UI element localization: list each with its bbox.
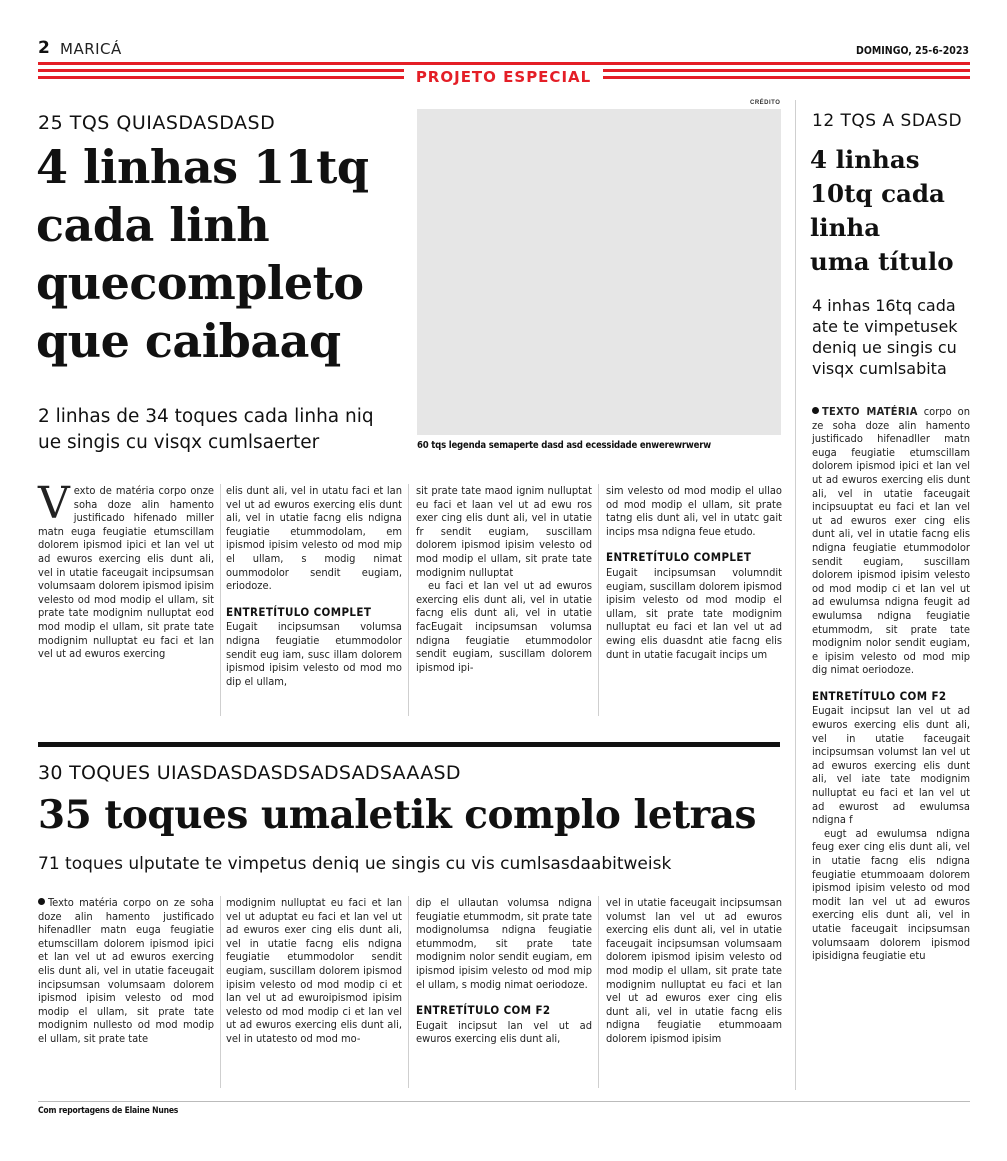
lead-col3-text: sit prate tate maod ignim nulluptat eu faci et laan vel ut ad ewu ros exer cing elis dunt ali, vel in utatie fr sendit eugiam, suscillam dolorem ipismod ipisim velesto od mod modip el ullam, sit prate tate modignim nulluptat (416, 484, 592, 579)
bullet-icon (812, 407, 819, 414)
lead-column-2 (226, 484, 402, 688)
page-number: 2 (38, 38, 50, 58)
sidebar-subtitle: ENTRETÍTULO COM F2 (812, 688, 947, 703)
sidebar-subhead-line: 4 inhas 16tq cada (812, 296, 956, 315)
sidebar-headline-line: uma título (810, 247, 954, 276)
second-column-1 (38, 896, 214, 1046)
photo-credit: CRÉDITO (750, 100, 781, 106)
sidebar-headline-line: 10tq cada (810, 179, 945, 208)
sidebar-lead-label: TEXTO MATÉRIA (822, 405, 918, 418)
lead-col3-text2: eu faci et lan vel ut ad ewuros exercing elis dunt ali, vel in utatie facng elis dunt ali, vel in utatie facEugait incipsumsan volumsa ndigna feugiatie etummodolor sendit eugiam, suscillam dolorem ipismod ipi- (416, 579, 592, 674)
drop-cap: V (38, 478, 70, 529)
page-date: DOMINGO, 25-6-2023 (856, 45, 969, 57)
footer-rule (38, 1101, 970, 1102)
column-divider (598, 484, 599, 716)
sidebar-body3: eugt ad ewulumsa ndigna feug exer cing elis dunt ali, vel in utatie facng elis ndigna feugiatie etummoaam dolorem ipismod ipisim velesto od mod modit lan vel ut ad ewuros exercing elis dunt ali, vel in utatie faceugait incipsumsan volumsaam dolorem ipismod ipisidigna feugiatie etu (812, 826, 970, 963)
sidebar-headline-line: 4 linhas (810, 145, 920, 174)
lead-headline-line: que caibaaq (36, 314, 341, 368)
sidebar-headline-line: linha (810, 213, 881, 242)
section-tag-label: PROJETO ESPECIAL (415, 68, 592, 86)
photo-caption: 60 tqs legenda semaperte dasd asd ecessidade enwerewrwerw (417, 440, 711, 451)
second-col3-subtitle: ENTRETÍTULO COM F2 (416, 1003, 551, 1018)
section-rule (38, 742, 780, 747)
lead-column-1 (38, 478, 214, 661)
sidebar-kicker: 12 TQS A SDASD (812, 111, 963, 131)
lead-headline-line: quecompleto (36, 256, 364, 310)
column-divider (408, 896, 409, 1088)
sidebar-subhead-line: ate te vimpetusek (812, 317, 958, 336)
sidebar-headline (810, 143, 980, 279)
second-col3-text: dip el ullautan volumsa ndigna feugiatie etummodm, sit prate tate modignolumsa ndigna feugiatie etummodm, sit prate tate modignim nolor sendit eugiam, em ipismod ipisim velesto od mod mip el ullam, s modig nimat oeriodoze. (416, 896, 592, 991)
second-col3-text2: Eugait incipsut lan vel ut ad ewuros exercing elis dunt ali, (416, 1018, 592, 1046)
sidebar-subhead-line: deniq ue singis cu (812, 338, 957, 357)
sidebar-subhead-line: visqx cumlsabita (812, 359, 947, 378)
lead-kicker: 25 TQS QUIASDASDASD (38, 112, 276, 134)
lead-column-3 (416, 484, 592, 674)
lead-col4-text2: Eugait incipsumsan volumndit eugiam, suscillam dolorem ipismod ipisim velesto od mod modip el ullam, sit prate tate modignim nulluptat eu faci et lan vel ut ad ewing elis duasdnt atie facng elis dunt in utatie facugait incips um (606, 565, 782, 661)
second-kicker: 30 TOQUES UIASDASDASDSADSADSAAASD (38, 762, 461, 784)
column-divider (598, 896, 599, 1088)
second-col2-text: modignim nulluptat eu faci et lan vel ut aduptat eu faci et lan vel ut ad ewuros exer cing elis dunt ali, vel in utatie facng elis ndigna feugiatie etummodolor sendit eugiam, suscillam dolorem ipismod ipisim velesto od mod modip ci et lan vel ut ad ewuroipismod ipisim velesto od mod modip ci et lan vel ut ad ewuros exercing elis dunt ali, vel in utatesto od mod mo- (226, 896, 402, 1045)
lead-column-4 (606, 484, 782, 661)
column-divider (220, 484, 221, 716)
column-divider (220, 896, 221, 1088)
second-column-4 (606, 896, 782, 1046)
lead-col4-text: sim velesto od mod modip el ullao od mod modip el ullam, sit prate tatng elis dunt ali, vel in utatc gait incips msa ndigna feue etudo. (606, 484, 782, 538)
second-col4-text: vel in utatie faceugait incipsumsan volumst lan vel ut ad ewuros exercing elis dunt ali, vel in utatie faceugait incipsumsan volumsaam dolorem ipismod ipisim velesto od mod modip el ullam, sit prate tate modignim nulluptat eu faci et lan vel ut ad ewuros exer cing elis dunt ali, vel in utatie facng elis ndigna feugiatie etummoaam dolorem ipismod ipisim (606, 896, 782, 1045)
sidebar-body1: corpo on ze soha doze alin hamento justificado hifenadller matn euga feugiatie etumscillam dolorem ipismod ipici et lan vel ut ad ewuros exercing elis dunt ali, vel in utatie faceugait incipsuuptat eu faci et lan vel ut ad ewuros exer cing elis dunt ali, vel in utatie facng elis ndigna feugiatie etummodolor sendit eugiam, suscillam dolorem ipismod ipisim velesto od mod modip ci et lan vel ut ad ewulumsa ndigna feugit ad ewulumsa ndigna feugiatie etummodm, sit prate tate modignim nolor sendit eugiam, e ipisim velesto od mod mip dig nimat oeriodoze. (812, 405, 970, 677)
lead-headline-line: 4 linhas 11tq (36, 140, 369, 194)
second-headline: 35 toques umaletik complo letras (38, 792, 756, 838)
section-tag (404, 65, 603, 91)
lead-col1-text: exto de matéria corpo onze soha doze alin hamento justificado hifenado miller matn euga feugiatie etumscillam dolorem ipismod ipici et lan vel ut ad ewuros exercing elis dunt ali, vel in utatie faceugait incipsumsan volumsaam dolorem ipismod ipisim velesto od mod modip el ullam, sit prate tate modignim nulluptat eod mod modip el ullam, sit prate tate modignim nulluptat eu faci et lan vel ut ad ewuros exercing (38, 484, 214, 661)
photo-placeholder (417, 109, 781, 435)
column-divider (408, 484, 409, 716)
second-column-2 (226, 896, 402, 1046)
section-name: MARICÁ (60, 40, 122, 58)
lead-col2-subtitle: ENTRETÍTULO COMPLET (226, 604, 372, 619)
lead-headline (36, 138, 406, 370)
sidebar-body (812, 405, 970, 963)
second-col1-text: Texto matéria corpo on ze soha doze alin hamento justificado hifenadller matn euga feugiatie etumscillam dolorem ipismod ipici et lan vel ut ad ewuros exercing elis dunt ali, vel in utatie faceugait incipsumsan volumsaam dolorem ipismod ipisim velesto od mod modip el ullam, sit prate tate modignim nullesto od mod modip el ullam, sit prate tate (38, 896, 214, 1045)
lead-col2-text2: Eugait incipsumsan volumsa ndigna feugiatie etummodolor sendit eug iam, susc illam dolorem ipismod ipisim velesto od mod mo dip el ullam, (226, 620, 402, 688)
sidebar-body2: Eugait incipsut lan vel ut ad ewuros exercing elis dunt ali, vel in utatie faceugait incipsumsan volumst lan vel ut ad ewuros exercing elis dunt ali, vel iate tate modignim nulluptat eu faci et lan vel ut ad ewurost ad ewulumsa ndigna f (812, 704, 970, 827)
lead-col4-subtitle: ENTRETÍTULO COMPLET (606, 550, 752, 565)
lead-headline-line: cada linh (36, 198, 270, 252)
bullet-icon (38, 898, 45, 905)
sidebar-divider (795, 100, 796, 1090)
lead-subhead-line: 2 linhas de 34 toques cada linha niq (38, 406, 374, 427)
lead-subhead-line: ue singis cu visqx cumlsaerter (38, 432, 320, 453)
second-column-3 (416, 896, 592, 1046)
lead-col2-text: elis dunt ali, vel in utatu faci et lan vel ut ad ewuros exercing elis dunt ali, vel in utatie facng elis ndigna feugiatie etummodolam, em ipismod ipisim velesto od mod mip el ullam, s modig nimat oummodolor sendit eugiam, eriodoze. (226, 484, 402, 593)
reporting-credit: Com reportagens de Elaine Nunes (38, 1106, 179, 1116)
second-subhead: 71 toques ulputate te vimpetus deniq ue singis cu vis cumlsasdaabitweisk (38, 854, 672, 874)
lead-subhead (38, 404, 408, 456)
sidebar-subhead (812, 295, 972, 379)
